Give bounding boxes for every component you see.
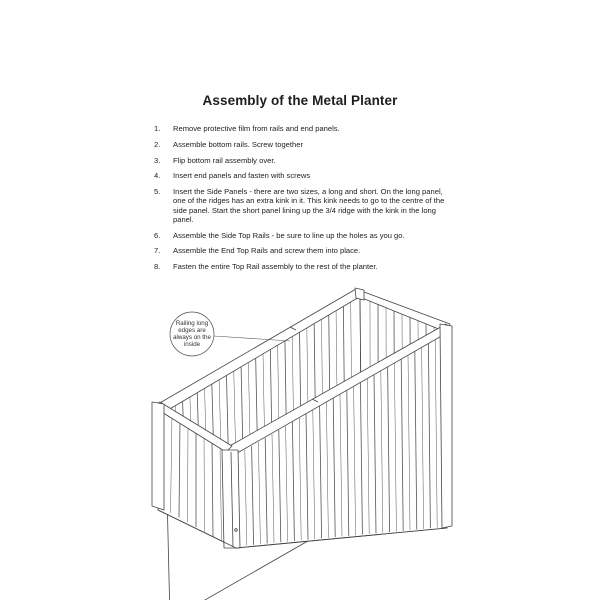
step-number: 6. — [154, 230, 161, 240]
step-text: Assemble bottom rails. Screw together — [173, 139, 303, 149]
step-text: Fasten the entire Top Rail assembly to the rest of the planter. — [173, 262, 378, 272]
callout-line-3: always on the — [173, 334, 211, 341]
page-title: Assembly of the Metal Planter — [202, 93, 398, 108]
callout-line-4: inside — [183, 341, 201, 348]
step-number: 8. — [154, 262, 161, 272]
step-text: Flip bottom rail assembly over. — [173, 155, 276, 165]
corner-post-back-left — [152, 402, 164, 510]
callout-line-1: Railing long — [175, 320, 209, 327]
step-number: 3. — [154, 155, 161, 165]
step-text: Insert end panels and fasten with screws — [173, 171, 311, 181]
corner-post-front-right — [440, 324, 452, 528]
callout-line-2: edges are — [178, 327, 206, 334]
step-number: 7. — [154, 246, 161, 256]
corner-post-back-right — [355, 288, 364, 300]
step-number: 1. — [154, 124, 161, 133]
step-text: Remove protective film from rails and end panels. — [173, 124, 340, 133]
step-text: Assemble the Side Top Rails - be sure to line up the holes as you go. — [173, 230, 405, 240]
step-text: Insert the Side Panels - there are two sizes, a long and short. On the long panel, one of the ridges has an extra kink in it. This kink needs to go to the centre of the side panel. Start the short panel lining up the 3/4 ridge with the kink in the long panel. — [173, 187, 445, 224]
step-number: 5. — [154, 187, 161, 197]
corner-post-front-left — [222, 450, 240, 548]
step-number: 4. — [154, 171, 161, 181]
step-text: Assemble the End Top Rails and screw them into place. — [173, 246, 361, 256]
step-number: 2. — [154, 139, 161, 149]
